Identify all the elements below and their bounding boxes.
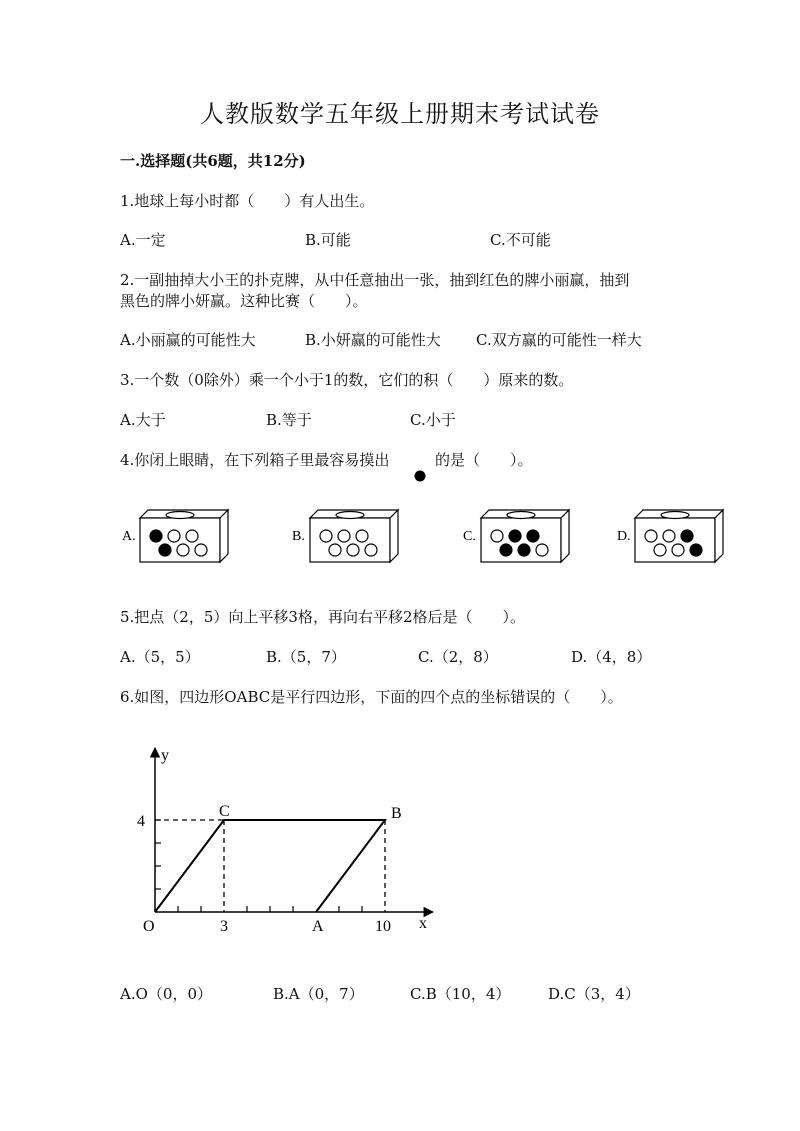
box-opening	[166, 512, 194, 519]
question-5-option-c: C.（2，8）	[418, 648, 498, 666]
ball-box-b	[292, 508, 402, 564]
origin-label: O	[143, 918, 155, 935]
white-ball	[491, 530, 503, 542]
question-3-option-c: C.小于	[410, 411, 456, 429]
question-5-option-a: A.（5，5）	[120, 648, 200, 666]
tick-label-y4: 4	[137, 813, 145, 830]
tick-label-x10: 10	[375, 918, 391, 935]
box-opening	[507, 512, 535, 519]
box-label-c: C.	[463, 529, 476, 544]
white-ball	[338, 530, 350, 542]
point-a-label: A	[312, 918, 324, 935]
box-side-face	[715, 510, 723, 562]
question-3-stem: 3.一个数（0除外）乘一个小于1的数，它们的积（ ）原来的数。	[120, 371, 574, 389]
white-ball	[645, 530, 657, 542]
box-side-face	[390, 510, 398, 562]
question-1-stem: 1.地球上每小时都（ ）有人出生。	[120, 192, 375, 210]
question-5-stem: 5.把点（2，5）向上平移3格，再向右平移2格后是（ ）。	[120, 608, 525, 626]
box-label-b: B.	[292, 529, 305, 544]
box-side-face	[220, 510, 228, 562]
white-ball	[356, 530, 368, 542]
x-axis-label: x	[419, 915, 427, 932]
point-b-label: B	[391, 805, 402, 822]
ball-box-a	[122, 508, 232, 564]
question-4-stem-part1: 4.你闭上眼睛，在下列箱子里最容易摸出	[120, 451, 390, 469]
black-ball	[518, 544, 530, 556]
question-2-option-c: C.双方赢的可能性一样大	[476, 331, 642, 349]
white-ball	[320, 530, 332, 542]
white-ball	[177, 544, 189, 556]
question-1-option-c: C.不可能	[490, 231, 551, 249]
white-ball	[168, 530, 180, 542]
question-6-option-b: B.A（0，7）	[273, 985, 364, 1003]
box-label-a: A.	[122, 529, 136, 544]
white-ball	[536, 544, 548, 556]
question-2-stem-line1: 2.一副抽掉大小王的扑克牌，从中任意抽出一张，抽到红色的牌小丽赢，抽到	[120, 271, 630, 289]
black-ball	[509, 530, 521, 542]
y-ticks	[155, 820, 161, 889]
white-ball	[329, 544, 341, 556]
tick-label-x3: 3	[220, 918, 228, 935]
y-axis-label: y	[161, 747, 169, 764]
white-ball	[195, 544, 207, 556]
black-ball	[150, 530, 162, 542]
white-ball	[365, 544, 377, 556]
question-1-option-a: A.一定	[120, 231, 166, 249]
question-3-option-a: A.大于	[120, 411, 166, 429]
white-ball	[186, 530, 198, 542]
black-ball	[690, 544, 702, 556]
white-ball	[672, 544, 684, 556]
white-ball	[663, 530, 675, 542]
black-ball	[527, 530, 539, 542]
parallelogram-oabc	[155, 820, 385, 912]
white-ball	[654, 544, 666, 556]
black-ball	[500, 544, 512, 556]
x-ticks	[178, 906, 362, 912]
question-6-option-a: A.O（0，0）	[120, 985, 212, 1003]
page-title: 人教版数学五年级上册期末考试试卷	[200, 100, 600, 128]
question-6-stem: 6.如图，四边形OABC是平行四边形，下面的四个点的坐标错误的（ ）。	[120, 688, 623, 706]
box-side-face	[561, 510, 569, 562]
question-6-option-c: C.B（10，4）	[410, 985, 511, 1003]
question-2-option-a: A.小丽赢的可能性大	[120, 331, 256, 349]
question-6-option-d: D.C（3，4）	[548, 985, 640, 1003]
section-heading: 一.选择题(共6题，共12分)	[120, 152, 306, 170]
box-label-d: D.	[617, 529, 631, 544]
parallelogram-graph	[135, 740, 445, 940]
box-opening	[661, 512, 689, 519]
question-2-stem-line2: 黑色的牌小妍赢。这种比赛（ ）。	[120, 292, 368, 310]
black-ball	[159, 544, 171, 556]
question-4-stem-part2: 的是（ ）。	[435, 451, 533, 469]
black-ball-icon	[414, 470, 426, 482]
box-opening	[336, 512, 364, 519]
question-3-option-b: B.等于	[266, 411, 312, 429]
ball-box-c	[463, 508, 573, 564]
question-5-option-d: D.（4，8）	[571, 648, 652, 666]
white-ball	[347, 544, 359, 556]
black-ball	[681, 530, 693, 542]
ball-box-d	[617, 508, 727, 564]
question-2-option-b: B.小妍赢的可能性大	[305, 331, 441, 349]
question-5-option-b: B.（5，7）	[266, 648, 346, 666]
point-c-label: C	[219, 803, 230, 820]
question-1-option-b: B.可能	[305, 231, 351, 249]
